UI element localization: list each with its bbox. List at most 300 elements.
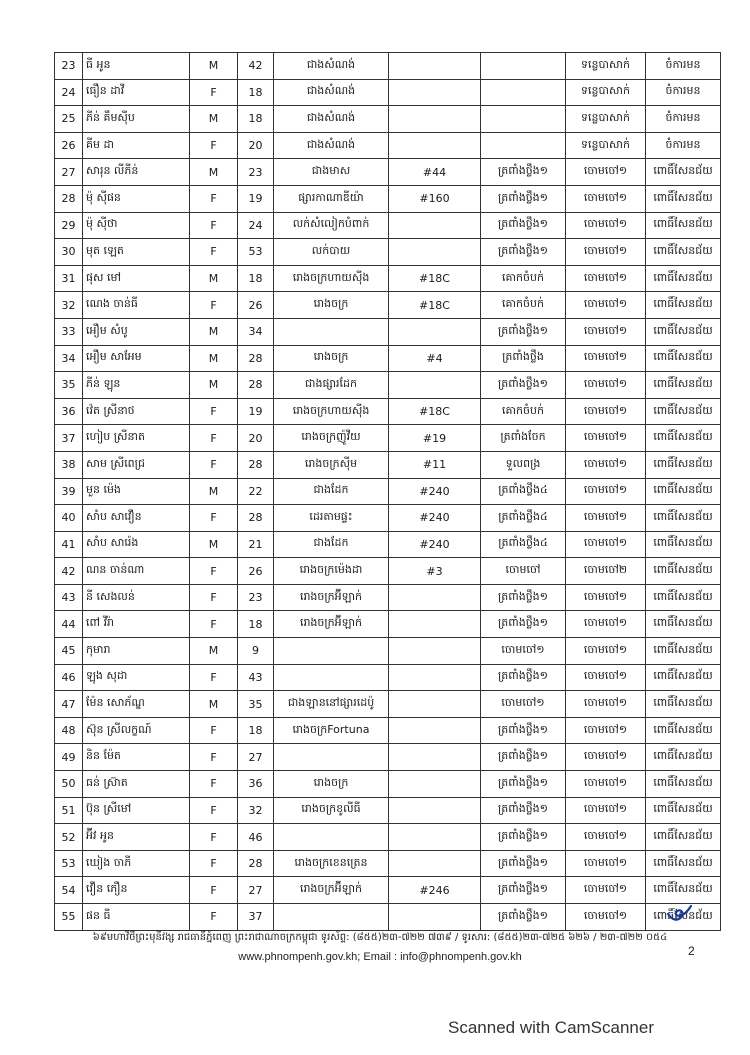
row-number: 50 (55, 771, 83, 798)
occupation-cell: រោងចក្រម៉េងដា (274, 558, 389, 585)
village-cell: ចោមចៅ១ (566, 185, 646, 212)
signature-mark-icon (664, 900, 694, 924)
house-number-cell (389, 611, 481, 638)
age-cell: 42 (238, 53, 274, 80)
commune-cell: ពោធិ៍សែនជ័យ (646, 611, 721, 638)
house-number-cell: #11 (389, 451, 481, 478)
row-number: 55 (55, 904, 83, 931)
table-row (55, 292, 721, 319)
occupation-cell: ជាងសំណង់ (274, 53, 389, 80)
table-row (55, 159, 721, 186)
occupation-cell: រោងចក្រ (274, 771, 389, 798)
name-cell: ភីន់ គឹមស៊ីប (83, 106, 190, 133)
age-cell: 18 (238, 717, 274, 744)
table-row (55, 106, 721, 133)
house-number-cell (389, 744, 481, 771)
table-row (55, 478, 721, 505)
village-cell: ចោមចៅ១ (566, 159, 646, 186)
name-cell: ម៉ុ ស៊ីថា (83, 212, 190, 239)
village-cell: ចោមចៅ១ (566, 850, 646, 877)
street-cell: ត្រពាំងថ្លឹង (481, 345, 566, 372)
street-cell: ត្រពាំងថ្លឹង១ (481, 664, 566, 691)
commune-cell: ពោធិ៍សែនជ័យ (646, 398, 721, 425)
row-number: 26 (55, 132, 83, 159)
row-number: 24 (55, 79, 83, 106)
village-cell: ចោមចៅ១ (566, 638, 646, 665)
row-number: 30 (55, 239, 83, 266)
street-cell: ត្រពាំងថ្លឹង១ (481, 185, 566, 212)
house-number-cell (389, 132, 481, 159)
village-cell: ចោមចៅ១ (566, 824, 646, 851)
occupation-cell: រោងចក្រអ៊ីឡាក់ (274, 877, 389, 904)
street-cell (481, 132, 566, 159)
commune-cell: ចំការមន (646, 79, 721, 106)
village-cell: ចោមចៅ១ (566, 345, 646, 372)
village-cell: ចោមចៅ១ (566, 744, 646, 771)
street-cell: គោកចំបក់ (481, 265, 566, 292)
name-cell: មុត ឡេត (83, 239, 190, 266)
table-row (55, 558, 721, 585)
name-cell: អឿម សាអែម (83, 345, 190, 372)
street-cell: ត្រពាំងថ្លឹង៤ (481, 505, 566, 532)
age-cell: 46 (238, 824, 274, 851)
street-cell: ត្រពាំងថ្លឹង១ (481, 239, 566, 266)
street-cell: ចោមចៅ១ (481, 691, 566, 718)
commune-cell: ពោធិ៍សែនជ័យ (646, 558, 721, 585)
name-cell: ប៊ុន ស្រីមៅ (83, 797, 190, 824)
house-number-cell: #18C (389, 292, 481, 319)
age-cell: 9 (238, 638, 274, 665)
row-number: 47 (55, 691, 83, 718)
row-number: 38 (55, 451, 83, 478)
street-cell: ត្រពាំងថ្លឹង១ (481, 744, 566, 771)
age-cell: 20 (238, 132, 274, 159)
age-cell: 27 (238, 744, 274, 771)
age-cell: 28 (238, 850, 274, 877)
table-row (55, 425, 721, 452)
village-cell: ចោមចៅ១ (566, 478, 646, 505)
village-cell: ចោមចៅ១ (566, 877, 646, 904)
name-cell: សាម ស្រីពេជ្រ (83, 451, 190, 478)
commune-cell: ពោធិ៍សែនជ័យ (646, 744, 721, 771)
sex-cell: F (190, 850, 238, 877)
name-cell: ធី អូន (83, 53, 190, 80)
street-cell: ទួលពង្រ (481, 451, 566, 478)
commune-cell: ពោធិ៍សែនជ័យ (646, 771, 721, 798)
street-cell: ត្រពាំងថ្លឹង១ (481, 850, 566, 877)
house-number-cell (389, 239, 481, 266)
age-cell: 36 (238, 771, 274, 798)
house-number-cell: #246 (389, 877, 481, 904)
occupation-cell: លក់បាយ (274, 239, 389, 266)
name-cell: ភីន់ ឡុន (83, 372, 190, 399)
sex-cell: M (190, 265, 238, 292)
sex-cell: M (190, 638, 238, 665)
occupation-cell: រោងចក្រខូលីធី (274, 797, 389, 824)
street-cell: ត្រពាំងចែក (481, 425, 566, 452)
house-number-cell: #240 (389, 505, 481, 532)
table-row (55, 771, 721, 798)
name-cell: ឡុង សុដា (83, 664, 190, 691)
house-number-cell (389, 824, 481, 851)
table-row (55, 850, 721, 877)
age-cell: 22 (238, 478, 274, 505)
table-row (55, 691, 721, 718)
sex-cell: F (190, 239, 238, 266)
row-number: 54 (55, 877, 83, 904)
occupation-cell: រោងចក្រស៊ីម (274, 451, 389, 478)
row-number: 34 (55, 345, 83, 372)
table-row (55, 451, 721, 478)
street-cell (481, 106, 566, 133)
name-cell: វ៉េត ស្រីនាថ (83, 398, 190, 425)
age-cell: 35 (238, 691, 274, 718)
name-cell: អឿម សំបូ (83, 318, 190, 345)
village-cell: ចោមចៅ១ (566, 398, 646, 425)
street-cell: ត្រពាំងថ្លឹង១ (481, 877, 566, 904)
table-row (55, 265, 721, 292)
commune-cell: ចំការមន (646, 106, 721, 133)
commune-cell: ពោធិ៍សែនជ័យ (646, 478, 721, 505)
table-row (55, 132, 721, 159)
occupation-cell (274, 744, 389, 771)
house-number-cell (389, 638, 481, 665)
row-number: 42 (55, 558, 83, 585)
occupation-cell (274, 904, 389, 931)
house-number-cell (389, 372, 481, 399)
commune-cell: ចំការមន (646, 53, 721, 80)
village-cell: ទន្លេបាសាក់ (566, 106, 646, 133)
table-row (55, 345, 721, 372)
occupation-cell: ជាងផ្សារដែក (274, 372, 389, 399)
row-number: 46 (55, 664, 83, 691)
village-cell: ចោមចៅ១ (566, 372, 646, 399)
name-cell: វឿន ភឿន (83, 877, 190, 904)
sex-cell: M (190, 478, 238, 505)
commune-cell: ពោធិ៍សែនជ័យ (646, 451, 721, 478)
street-cell: ត្រពាំងថ្លឹង១ (481, 797, 566, 824)
house-number-cell (389, 717, 481, 744)
age-cell: 23 (238, 159, 274, 186)
village-cell: ចោមចៅ១ (566, 664, 646, 691)
row-number: 35 (55, 372, 83, 399)
age-cell: 24 (238, 212, 274, 239)
house-number-cell: #18C (389, 265, 481, 292)
commune-cell: ពោធិ៍សែនជ័យ (646, 877, 721, 904)
age-cell: 18 (238, 106, 274, 133)
occupation-cell: លក់សំលៀកបំពាក់ (274, 212, 389, 239)
commune-cell: ពោធិ៍សែនជ័យ (646, 239, 721, 266)
table-row (55, 372, 721, 399)
sex-cell: F (190, 824, 238, 851)
table-row (55, 664, 721, 691)
sex-cell: F (190, 185, 238, 212)
house-number-cell: #160 (389, 185, 481, 212)
street-cell: ត្រពាំងថ្លឹង៤ (481, 531, 566, 558)
street-cell: ត្រពាំងថ្លឹង១ (481, 717, 566, 744)
village-cell: ចោមចៅ១ (566, 451, 646, 478)
table-row (55, 531, 721, 558)
age-cell: 19 (238, 185, 274, 212)
page-number: 2 (688, 944, 695, 958)
age-cell: 37 (238, 904, 274, 931)
village-cell: ចោមចៅ១ (566, 797, 646, 824)
name-cell: ធឿន ដាវី (83, 79, 190, 106)
street-cell: ត្រពាំងថ្លឹង៤ (481, 478, 566, 505)
row-number: 41 (55, 531, 83, 558)
age-cell: 53 (238, 239, 274, 266)
occupation-cell: រោងចក្រអ៊ីឡាក់ (274, 611, 389, 638)
occupation-cell: រោងចក្រខេនត្រេន (274, 850, 389, 877)
village-cell: ទន្លេបាសាក់ (566, 79, 646, 106)
scanner-watermark: Scanned with CamScanner (448, 1018, 655, 1037)
street-cell (481, 53, 566, 80)
house-number-cell: #4 (389, 345, 481, 372)
village-cell: ចោមចៅ១ (566, 318, 646, 345)
occupation-cell: រោងចក្រ (274, 292, 389, 319)
table-row (55, 584, 721, 611)
village-cell: ចោមចៅ១ (566, 425, 646, 452)
row-number: 36 (55, 398, 83, 425)
house-number-cell (389, 771, 481, 798)
occupation-cell: រោងចក្រអ៊ីឡាក់ (274, 584, 389, 611)
age-cell: 18 (238, 79, 274, 106)
row-number: 39 (55, 478, 83, 505)
commune-cell: ពោធិ៍សែនជ័យ (646, 292, 721, 319)
occupation-cell (274, 318, 389, 345)
occupation-cell: ជាងសំណង់ (274, 132, 389, 159)
commune-cell: ពោធិ៍សែនជ័យ (646, 318, 721, 345)
house-number-cell (389, 212, 481, 239)
house-number-cell: #18C (389, 398, 481, 425)
name-cell: ផន ធី (83, 904, 190, 931)
table-row (55, 638, 721, 665)
table-row (55, 79, 721, 106)
village-cell: ចោមចៅ១ (566, 771, 646, 798)
occupation-cell: រោងចក្រញ៉ូវីយ (274, 425, 389, 452)
age-cell: 28 (238, 451, 274, 478)
sex-cell: F (190, 584, 238, 611)
village-cell: ចោមចៅ១ (566, 265, 646, 292)
table-row (55, 904, 721, 931)
occupation-cell: ជាងសំណង់ (274, 79, 389, 106)
occupation-cell: ជាងសំណង់ (274, 106, 389, 133)
occupation-cell: ជាងមាស (274, 159, 389, 186)
occupation-cell (274, 824, 389, 851)
age-cell: 27 (238, 877, 274, 904)
village-cell: ចោមចៅ១ (566, 611, 646, 638)
house-number-cell (389, 904, 481, 931)
sex-cell: M (190, 691, 238, 718)
table-row (55, 717, 721, 744)
occupation-cell: ជាងឡាននៅផ្សារដេប៉ូ (274, 691, 389, 718)
row-number: 23 (55, 53, 83, 80)
row-number: 45 (55, 638, 83, 665)
name-cell: និន ម៉ែត (83, 744, 190, 771)
street-cell (481, 79, 566, 106)
sex-cell: M (190, 531, 238, 558)
row-number: 53 (55, 850, 83, 877)
commune-cell: ពោធិ៍សែនជ័យ (646, 372, 721, 399)
house-number-cell: #240 (389, 531, 481, 558)
commune-cell: ពោធិ៍សែនជ័យ (646, 824, 721, 851)
commune-cell: ពោធិ៍សែនជ័យ (646, 425, 721, 452)
row-number: 33 (55, 318, 83, 345)
row-number: 43 (55, 584, 83, 611)
sex-cell: F (190, 398, 238, 425)
street-cell: ត្រពាំងថ្លឹង១ (481, 611, 566, 638)
commune-cell: ពោធិ៍សែនជ័យ (646, 664, 721, 691)
sex-cell: M (190, 345, 238, 372)
row-number: 40 (55, 505, 83, 532)
sex-cell: M (190, 318, 238, 345)
street-cell: ត្រពាំងថ្លឹង១ (481, 159, 566, 186)
age-cell: 32 (238, 797, 274, 824)
name-cell: សាំប សារ៉េង (83, 531, 190, 558)
sex-cell: F (190, 558, 238, 585)
name-cell: នី សេងលន់ (83, 584, 190, 611)
village-cell: ទន្លេបាសាក់ (566, 132, 646, 159)
age-cell: 26 (238, 558, 274, 585)
sex-cell: F (190, 717, 238, 744)
house-number-cell (389, 691, 481, 718)
sex-cell: F (190, 505, 238, 532)
commune-cell: ពោធិ៍សែនជ័យ (646, 212, 721, 239)
occupation-cell: រោងចក្រហាយស៊ីង (274, 265, 389, 292)
records-table-body (55, 53, 721, 931)
age-cell: 26 (238, 292, 274, 319)
sex-cell: F (190, 79, 238, 106)
age-cell: 18 (238, 265, 274, 292)
age-cell: 18 (238, 611, 274, 638)
occupation-cell: រោងចក្រFortuna (274, 717, 389, 744)
age-cell: 28 (238, 372, 274, 399)
commune-cell: ពោធិ៍សែនជ័យ (646, 531, 721, 558)
name-cell: ស៊ុន ស្រីលក្ខណ៍ (83, 717, 190, 744)
street-cell: ត្រពាំងថ្លឹង១ (481, 771, 566, 798)
occupation-cell: ដេរតាមផ្ទះ (274, 505, 389, 532)
name-cell: ណេង ចាន់ធី (83, 292, 190, 319)
age-cell: 34 (238, 318, 274, 345)
house-number-cell: #44 (389, 159, 481, 186)
street-cell: ចោមចៅ១ (481, 638, 566, 665)
house-number-cell (389, 318, 481, 345)
age-cell: 28 (238, 345, 274, 372)
row-number: 51 (55, 797, 83, 824)
house-number-cell: #3 (389, 558, 481, 585)
village-cell: ចោមចៅ១ (566, 584, 646, 611)
occupation-cell (274, 638, 389, 665)
sex-cell: M (190, 53, 238, 80)
row-number: 27 (55, 159, 83, 186)
house-number-cell: #19 (389, 425, 481, 452)
village-cell: ចោមចៅ១ (566, 904, 646, 931)
age-cell: 43 (238, 664, 274, 691)
age-cell: 21 (238, 531, 274, 558)
street-cell: ត្រពាំងថ្លឹង១ (481, 904, 566, 931)
sex-cell: F (190, 292, 238, 319)
village-cell: ទន្លេបាសាក់ (566, 53, 646, 80)
table-row (55, 185, 721, 212)
village-cell: ចោមចៅ១ (566, 531, 646, 558)
name-cell: សារុន លីភីន់ (83, 159, 190, 186)
records-table (54, 52, 721, 931)
footer-address: ៦៩មហាវិថីព្រះមុនីវង្ស រាជធានីភ្នំពេញ ព្រះរាជាណាចក្រកម្ពុជា ទូរស័ព្ទ: (៨៥៥)២៣-៧២២ ៧៣៩ / ទូរសារ: (៨៥៥)២៣-៧២៥ ៦២៦ / ២៣-៧២២ ០៥៤ (92, 932, 668, 943)
commune-cell: ពោធិ៍សែនជ័យ (646, 904, 721, 931)
commune-cell: ពោធិ៍សែនជ័យ (646, 185, 721, 212)
house-number-cell (389, 850, 481, 877)
name-cell: មួន ម៉េង (83, 478, 190, 505)
sex-cell: M (190, 106, 238, 133)
village-cell: ចោមចៅ១ (566, 239, 646, 266)
sex-cell: F (190, 451, 238, 478)
sex-cell: F (190, 664, 238, 691)
occupation-cell: ជាងដែក (274, 478, 389, 505)
sex-cell: M (190, 159, 238, 186)
name-cell: អ៊ីវ អូន (83, 824, 190, 851)
occupation-cell: ជាងដែក (274, 531, 389, 558)
name-cell: សាំប សាវឿន (83, 505, 190, 532)
commune-cell: ពោធិ៍សែនជ័យ (646, 505, 721, 532)
name-cell: ពៅ វីរ៉ា (83, 611, 190, 638)
commune-cell: ពោធិ៍សែនជ័យ (646, 584, 721, 611)
commune-cell: ពោធិ៍សែនជ័យ (646, 265, 721, 292)
row-number: 52 (55, 824, 83, 851)
sex-cell: F (190, 212, 238, 239)
village-cell: ចោមចៅ២ (566, 558, 646, 585)
age-cell: 28 (238, 505, 274, 532)
name-cell: ហៀប ស្រីនាត (83, 425, 190, 452)
village-cell: ចោមចៅ១ (566, 212, 646, 239)
occupation-cell (274, 664, 389, 691)
row-number: 37 (55, 425, 83, 452)
house-number-cell (389, 106, 481, 133)
table-row (55, 53, 721, 80)
row-number: 49 (55, 744, 83, 771)
village-cell: ចោមចៅ១ (566, 292, 646, 319)
row-number: 28 (55, 185, 83, 212)
sex-cell: F (190, 877, 238, 904)
sex-cell: F (190, 797, 238, 824)
village-cell: ចោមចៅ១ (566, 717, 646, 744)
sex-cell: F (190, 132, 238, 159)
sex-cell: F (190, 425, 238, 452)
row-number: 44 (55, 611, 83, 638)
village-cell: ចោមចៅ១ (566, 691, 646, 718)
street-cell: គោកចំបក់ (481, 398, 566, 425)
street-cell: ចោមចៅ (481, 558, 566, 585)
name-cell: ណន ចាន់ណា (83, 558, 190, 585)
street-cell: គោកចំបក់ (481, 292, 566, 319)
street-cell: ត្រពាំងថ្លឹង១ (481, 824, 566, 851)
street-cell: ត្រពាំងថ្លឹង១ (481, 584, 566, 611)
table-row (55, 505, 721, 532)
row-number: 29 (55, 212, 83, 239)
village-cell: ចោមចៅ១ (566, 505, 646, 532)
age-cell: 23 (238, 584, 274, 611)
occupation-cell: ផ្សារកាណាឌីយ៉ា (274, 185, 389, 212)
name-cell: ម៉ែន សោភ័ណ្ឌ (83, 691, 190, 718)
house-number-cell (389, 79, 481, 106)
name-cell: ឃៀង ចាភី (83, 850, 190, 877)
row-number: 32 (55, 292, 83, 319)
house-number-cell (389, 53, 481, 80)
age-cell: 20 (238, 425, 274, 452)
house-number-cell: #240 (389, 478, 481, 505)
table-row (55, 797, 721, 824)
table-row (55, 212, 721, 239)
street-cell: ត្រពាំងថ្លឹង១ (481, 318, 566, 345)
